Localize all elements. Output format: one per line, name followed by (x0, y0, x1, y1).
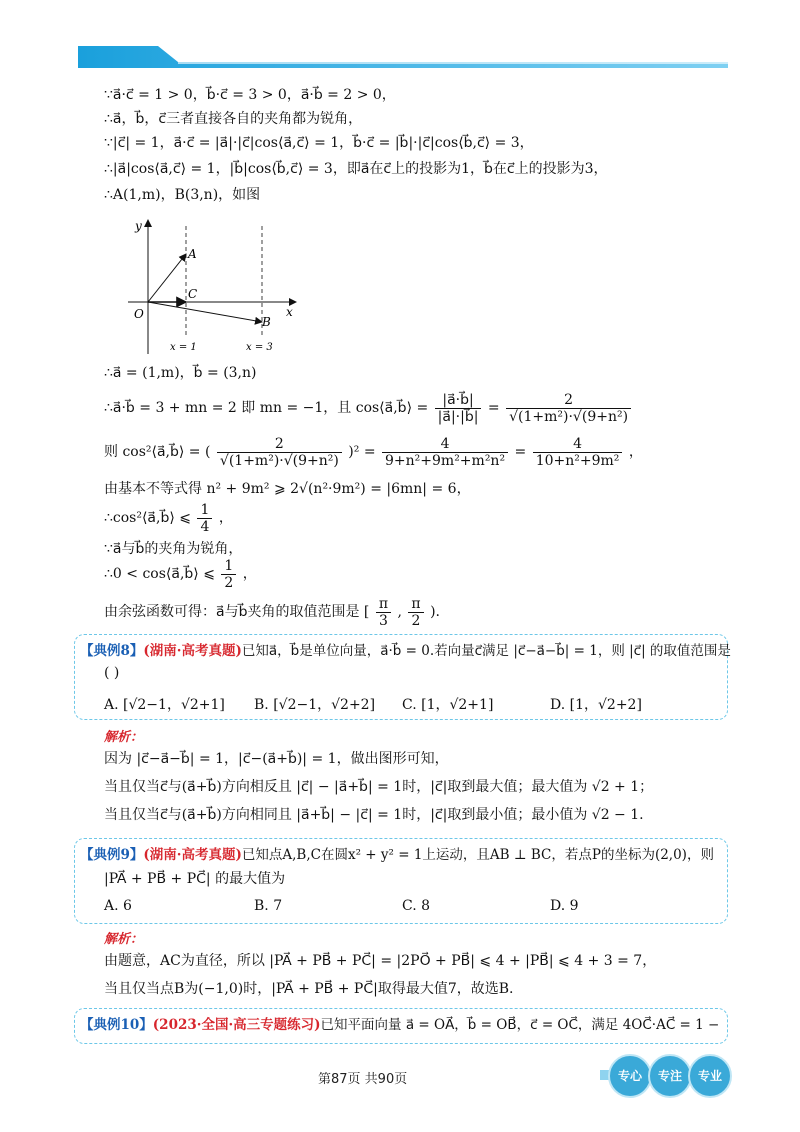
step-3-frac-3-num: 4 (533, 436, 623, 453)
example-8-tag: 【典例8】 (80, 643, 144, 659)
page-number: 第87页 共90页 (318, 1072, 408, 1087)
example-8-option-d[interactable]: D. [1，√2+2] (550, 697, 642, 713)
badge-zhuanxin: 专心 (608, 1054, 652, 1098)
step-3-frac-1-den: √(1+m²)·√(9+n²) (219, 452, 339, 469)
step-2-frac-2-num: 2 (506, 392, 631, 409)
step-3-end: ， (628, 444, 643, 460)
example-8-sol-2: 当且仅当c⃗与(a⃗+b⃗)方向相反且 |c⃗| − |a⃗+b⃗| = 1时，|c⃗|取到最大值；最大值为 √2 + 1； (104, 779, 654, 795)
example-10-question (80, 1016, 719, 1034)
step-8-n1: π (376, 596, 391, 613)
step-8-end: ). (430, 604, 440, 620)
example-10-source: (2023·全国·高三专题练习) (152, 1017, 321, 1033)
label-origin: O (134, 307, 144, 321)
label-y: y (135, 219, 142, 233)
step-3-frac-2-num: 4 (382, 436, 508, 453)
step-8-comma: , (397, 604, 402, 620)
step-7-left: ∴0 < cos⟨a⃗,b⃗⟩ ⩽ (104, 566, 215, 582)
vector-oa (148, 254, 186, 302)
step-2 (104, 390, 633, 426)
step-7-den: 2 (224, 574, 234, 591)
step-1: ∴a⃗ = (1,m)，b⃗ = (3,n) (104, 365, 257, 381)
step-5-frac (197, 502, 212, 535)
example-9-option-d[interactable]: D. 9 (550, 898, 579, 914)
example-9-question (80, 846, 714, 864)
step-3-left: 则 cos²⟨a⃗,b⃗⟩ = ( (104, 444, 211, 460)
example-9-question-2: |PA⃗ + PB⃗ + PC⃗| 的最大值为 (104, 871, 286, 887)
step-3-frac-1 (217, 436, 342, 469)
vector-ob (148, 302, 262, 322)
example-9-source: (湖南·高考真题) (143, 847, 242, 863)
label-b: B (262, 315, 271, 329)
step-5-num: 1 (197, 502, 212, 519)
example-8-option-c[interactable]: C. [1，√2+1] (402, 697, 494, 713)
solution-line-2: ∴a⃗，b⃗，c⃗三者直接各自的夹角都为锐角， (104, 111, 363, 127)
step-8 (104, 594, 440, 630)
step-2-frac-1-num: |a⃗·b⃗| (435, 392, 482, 409)
example-8-sol-3: 当且仅当c⃗与(a⃗+b⃗)方向相同且 |a⃗+b⃗| − |c⃗| = 1时，|c⃗|取到最小值；最小值为 √2 − 1. (104, 807, 644, 823)
step-3-eq: = (514, 444, 527, 460)
label-line1: x = 1 (170, 342, 197, 353)
step-3-frac-1-num: 2 (217, 436, 342, 453)
example-9-sol-1: 由题意，AC为直径，所以 |PA⃗ + PB⃗ + PC⃗| = |2PO⃗ + PB⃗| ⩽ 4 + |PB⃗| ⩽ 4 + 3 = 7， (104, 953, 657, 969)
example-8-question (80, 642, 731, 660)
solution-line-3: ∵|c⃗| = 1，a⃗·c⃗ = |a⃗|·|c⃗|cos⟨a⃗,c⃗⟩ = 1，b⃗·c⃗ = |b⃗|·|c⃗|cos⟨b⃗,c⃗⟩ = 3， (104, 135, 534, 151)
example-10-tag: 【典例10】 (80, 1017, 153, 1033)
step-6: ∵a⃗与b⃗的夹角为锐角， (104, 541, 243, 557)
step-8-left: 由余弦函数可得：a⃗与b⃗夹角的取值范围是 [ (104, 604, 370, 620)
label-a: A (188, 247, 197, 261)
example-9-jiexi: 解析： (104, 932, 144, 947)
example-8-source: (湖南·高考真题) (143, 643, 242, 659)
vector-figure (118, 214, 308, 360)
example-9-option-b[interactable]: B. 7 (254, 898, 283, 914)
step-2-frac-2-den: √(1+m²)·√(9+n²) (509, 408, 629, 425)
solution-line-1: ∵a⃗·c⃗ = 1 > 0，b⃗·c⃗ = 3 > 0，a⃗·b⃗ = 2 > 0， (104, 87, 396, 103)
example-8-option-b[interactable]: B. [√2−1，√2+2] (254, 697, 376, 713)
step-5-left: ∴cos²⟨a⃗,b⃗⟩ ⩽ (104, 510, 191, 526)
example-8-option-a[interactable]: A. [√2−1，√2+1] (104, 697, 225, 713)
step-3-mid: )² = (348, 444, 376, 460)
step-3-frac-3-den: 10+n²+9m² (535, 452, 620, 469)
step-7 (104, 556, 257, 592)
step-3 (104, 434, 643, 470)
badge-zhuanzhu: 专注 (648, 1054, 692, 1098)
step-8-d2: 2 (411, 612, 421, 629)
step-8-n2: π (408, 596, 423, 613)
step-5 (104, 500, 233, 536)
step-8-frac-1 (376, 596, 391, 629)
example-8-text: 已知a⃗，b⃗是单位向量，a⃗·b⃗ = 0.若向量c⃗满足 |c⃗−a⃗−b⃗| = 1，则 |c⃗| 的取值范围是 (241, 643, 731, 659)
step-7-end: ， (242, 566, 257, 582)
example-9-text: 已知点A,B,C在圆x² + y² = 1上运动，且AB ⊥ BC，若点P的坐标为(2,0)，则 (241, 847, 714, 863)
step-2-eq: = (487, 400, 500, 416)
step-5-end: ， (218, 510, 233, 526)
solution-line-5: ∴A(1,m)，B(3,n)，如图 (104, 187, 261, 203)
step-3-frac-2 (382, 436, 508, 469)
label-x: x (286, 305, 293, 319)
label-line2: x = 3 (246, 342, 273, 353)
badge-zhuanye: 专业 (688, 1054, 732, 1098)
step-7-frac (221, 558, 236, 591)
step-2-frac-1 (435, 392, 482, 425)
step-3-frac-2-den: 9+n²+9m²+m²n² (385, 452, 506, 469)
label-c: C (188, 287, 198, 301)
example-9-sol-2: 当且仅当点B为(−1,0)时，|PA⃗ + PB⃗ + PC⃗|取得最大值7，故选B. (104, 981, 514, 997)
step-2-frac-2 (506, 392, 631, 425)
step-2-left: ∴a⃗·b⃗ = 3 + mn = 2 即 mn = −1，且 cos⟨a⃗,b⃗⟩ = (104, 400, 429, 416)
example-9-option-c[interactable]: C. 8 (402, 898, 431, 914)
example-9-option-a[interactable]: A. 6 (104, 898, 132, 914)
example-9-tag: 【典例9】 (80, 847, 144, 863)
header-band (78, 46, 728, 68)
step-2-frac-1-den: |a⃗|·|b⃗| (437, 408, 479, 425)
step-8-d1: 3 (378, 612, 388, 629)
step-4: 由基本不等式得 n² + 9m² ⩾ 2√(n²·9m²) = |6mn| = 6， (104, 481, 471, 497)
step-8-frac-2 (408, 596, 423, 629)
example-8-sol-1: 因为 |c⃗−a⃗−b⃗| = 1，|c⃗−(a⃗+b⃗)| = 1，做出图形可知， (104, 751, 449, 767)
solution-line-4: ∴|a⃗|cos⟨a⃗,c⃗⟩ = 1，|b⃗|cos⟨b⃗,c⃗⟩ = 3，即a⃗在c⃗上的投影为1，b⃗在c⃗上的投影为3， (104, 161, 608, 177)
example-10-text: 已知平面向量 a⃗ = OA⃗，b⃗ = OB⃗，c⃗ = OC⃗，满足 4OC⃗·AC⃗ = 1 − (320, 1017, 720, 1033)
example-8-jiexi: 解析： (104, 730, 144, 745)
step-7-num: 1 (221, 558, 236, 575)
step-5-den: 4 (200, 518, 210, 535)
step-3-frac-3 (533, 436, 623, 469)
example-8-paren: ( ) (104, 665, 120, 681)
